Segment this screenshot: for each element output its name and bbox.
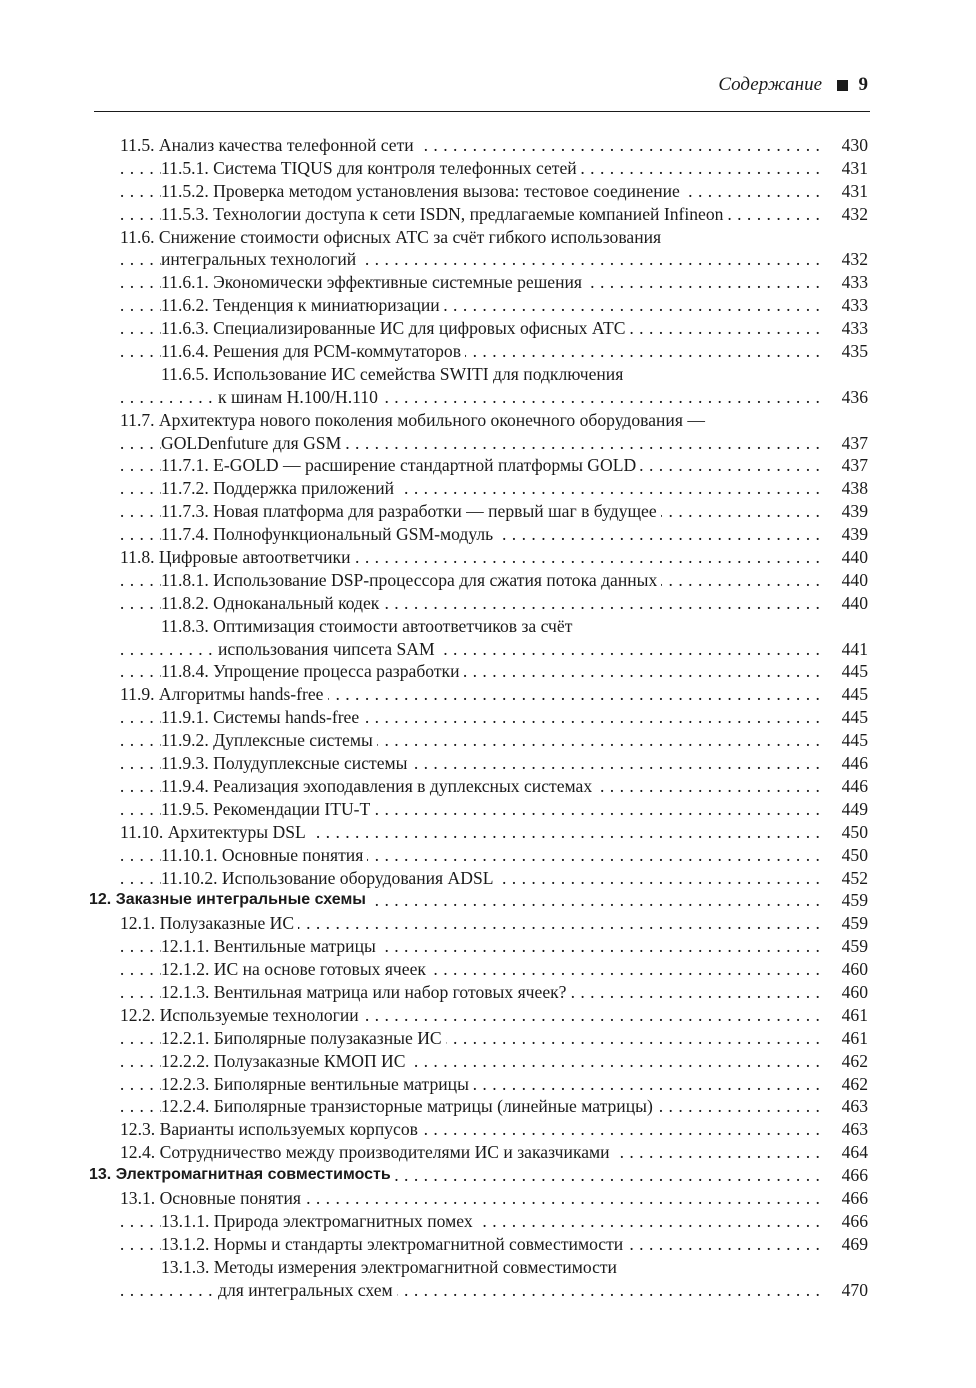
- toc-entry-page: 431: [826, 180, 868, 203]
- toc-entry-continuation[interactable]: [0, 386, 976, 409]
- toc-entry-page: 437: [826, 454, 868, 477]
- toc-entry-page: 463: [826, 1095, 868, 1118]
- toc-entry-page: 452: [826, 867, 868, 890]
- toc-entry[interactable]: [0, 660, 976, 683]
- toc-entry-page: 433: [826, 271, 868, 294]
- toc-entry-title: . . . 12.1.1. Вентильные матрицы: [161, 935, 380, 958]
- toc-entry-title: . . . 11.5.1. Система TIQUS для контроля телефонных сетей: [161, 157, 581, 180]
- toc-entry-title: . . . 12.4. Сотрудничество между производителями ИС и заказчиками: [120, 1141, 614, 1164]
- toc-entry-title: . . . 11.9.4. Реализация эхоподавления в дуплексных системах: [161, 775, 596, 798]
- toc-entry[interactable]: [0, 821, 976, 844]
- toc-entry-page: 459: [826, 935, 868, 958]
- toc-entry[interactable]: [0, 1187, 976, 1210]
- toc-entry[interactable]: [0, 1233, 976, 1256]
- toc-entry[interactable]: [0, 409, 976, 432]
- toc-entry-page: 437: [826, 432, 868, 455]
- toc-entry-title: . . . 11.6.4. Решения для PCM-коммутаторов: [161, 340, 465, 363]
- toc-entry[interactable]: [0, 363, 976, 386]
- toc-chapter[interactable]: [0, 889, 976, 912]
- header-rule: [94, 111, 870, 112]
- toc-entry-continuation[interactable]: [0, 638, 976, 661]
- toc-entry-title: . . . 12.3. Варианты используемых корпусов: [120, 1118, 422, 1141]
- toc-entry[interactable]: [0, 867, 976, 890]
- toc-entry-page: 432: [826, 248, 868, 271]
- toc-entry-page: 439: [826, 500, 868, 523]
- toc-entry-page: 459: [826, 912, 868, 935]
- page-number: 9: [858, 74, 868, 95]
- toc-entry-page: 462: [826, 1073, 868, 1096]
- toc-entry-page: 469: [826, 1233, 868, 1256]
- toc-entry-title: 13.1.3. Методы измерения электромагнитной совместимости: [161, 1256, 621, 1279]
- toc-entry-title: . . . 11.8.2. Одноканальный кодек: [161, 592, 383, 615]
- toc-entry-title: . . . 11.7.4. Полнофункциональный GSM-модуль: [161, 523, 497, 546]
- toc-entry-page: 445: [826, 660, 868, 683]
- toc-entry-continuation[interactable]: [0, 1279, 976, 1302]
- toc-entry[interactable]: [0, 1027, 976, 1050]
- toc-entry-page: 463: [826, 1118, 868, 1141]
- toc-entry[interactable]: [0, 935, 976, 958]
- toc-entry-title: . . . 11.10. Архитектуры DSL: [120, 821, 310, 844]
- toc-entry-page: 445: [826, 729, 868, 752]
- toc-entry-title: . . . 13.1.1. Природа электромагнитных помех: [161, 1210, 477, 1233]
- toc-entry-page: 432: [826, 203, 868, 226]
- toc-entry[interactable]: [0, 203, 976, 226]
- toc-entry[interactable]: [0, 729, 976, 752]
- toc-entry-page: 436: [826, 386, 868, 409]
- toc-entry-title: . . . для интегральных схем: [218, 1279, 397, 1302]
- toc-entry-page: 435: [826, 340, 868, 363]
- toc-entry[interactable]: [0, 180, 976, 203]
- toc-entry[interactable]: [0, 615, 976, 638]
- toc-entry[interactable]: [0, 1004, 976, 1027]
- toc-entry-title: . . . 12.2. Используемые технологии: [120, 1004, 363, 1027]
- toc-entry-page: 440: [826, 569, 868, 592]
- toc-entry-title: . . . 11.5.2. Проверка методом установления вызова: тестовое соединение: [161, 180, 684, 203]
- toc-entry-title: . . . 11.8.1. Использование DSP-процессора для сжатия потока данных: [161, 569, 661, 592]
- toc-entry-page: 449: [826, 798, 868, 821]
- toc-entry-page: 466: [826, 1210, 868, 1233]
- toc-entry-page: 445: [826, 706, 868, 729]
- toc-entry[interactable]: [0, 844, 976, 867]
- toc-entry-page: 460: [826, 958, 868, 981]
- toc-chapter-title: . . . 13. Электромагнитная совместимость: [89, 1164, 395, 1187]
- toc-entry-title: . . . 11.6.3. Специализированные ИС для цифровых офисных АТС: [161, 317, 629, 340]
- toc-entry-title: . . . 11.7.1. E-GOLD — расширение стандартной платформы GOLD: [161, 454, 640, 477]
- toc-entry[interactable]: [0, 477, 976, 500]
- toc-entry-title: . . . 11.6.2. Тенденция к миниатюризации: [161, 294, 444, 317]
- toc-entry[interactable]: [0, 1073, 976, 1096]
- toc-entry[interactable]: [0, 775, 976, 798]
- toc-entry[interactable]: [0, 134, 976, 157]
- toc-entry-title: . . . 11.9.5. Рекомендации ITU-T: [161, 798, 374, 821]
- toc-entry-title: . . . 12.2.1. Биполярные полузаказные ИС: [161, 1027, 446, 1050]
- toc-entry[interactable]: [0, 500, 976, 523]
- toc-entry-title: . . . 11.9.2. Дуплексные системы: [161, 729, 377, 752]
- toc-entry[interactable]: [0, 798, 976, 821]
- toc-entry[interactable]: [0, 592, 976, 615]
- toc-entry-title: . . . интегральных технологий: [161, 248, 360, 271]
- toc-entry-title: . . . 12.2.3. Биполярные вентильные матрицы: [161, 1073, 473, 1096]
- toc-entry-title: . . . 11.5.3. Технологии доступа к сети ISDN, предлагаемые компанией Infineon: [161, 203, 727, 226]
- toc-entry-title: . . . использования чипсета SAM: [218, 638, 439, 661]
- toc-entry-title: . . . 11.9.3. Полудуплексные системы: [161, 752, 411, 775]
- toc-entry[interactable]: [0, 1210, 976, 1233]
- toc-entry-page: 440: [826, 592, 868, 615]
- toc-entry-title: . . . 11.8. Цифровые автоответчики: [120, 546, 355, 569]
- toc-entry[interactable]: [0, 958, 976, 981]
- toc-entry-page: 438: [826, 477, 868, 500]
- toc-entry-title: . . . 13.1. Основные понятия: [120, 1187, 305, 1210]
- toc-entry-title: . . . 11.7.2. Поддержка приложений: [161, 477, 398, 500]
- toc-entry-title: . . . 12.1.3. Вентильная матрица или набор готовых ячеек?: [161, 981, 570, 1004]
- toc-entry-title: . . . GOLDenfuture для GSM: [161, 432, 345, 455]
- toc-entry-title: 11.8.3. Оптимизация стоимости автоответчиков за счёт: [161, 615, 576, 638]
- toc-entry-title: . . . к шинам H.100/H.110: [218, 386, 382, 409]
- toc-entry[interactable]: [0, 340, 976, 363]
- toc-entry-title: . . . 11.9. Алгоритмы hands-free: [120, 683, 328, 706]
- toc-entry-continuation[interactable]: [0, 432, 976, 455]
- toc-entry[interactable]: [0, 706, 976, 729]
- toc-entry-title: . . . 11.10.1. Основные понятия: [161, 844, 367, 867]
- toc-entry[interactable]: [0, 912, 976, 935]
- toc-entry[interactable]: [0, 1118, 976, 1141]
- toc-entry[interactable]: [0, 683, 976, 706]
- toc-entry[interactable]: [0, 1141, 976, 1164]
- toc-entry[interactable]: [0, 294, 976, 317]
- toc-entry[interactable]: [0, 157, 976, 180]
- toc-entry-page: 439: [826, 523, 868, 546]
- square-bullet-icon: [837, 80, 848, 91]
- toc-entry-title: . . . 12.2.2. Полузаказные КМОП ИС: [161, 1050, 410, 1073]
- running-header: [94, 74, 870, 102]
- toc-entry-page: 462: [826, 1050, 868, 1073]
- toc-entry-page: 461: [826, 1027, 868, 1050]
- toc-entry-page: 470: [826, 1279, 868, 1302]
- toc-entry-page: 450: [826, 844, 868, 867]
- toc-entry-page: 466: [826, 1164, 868, 1187]
- toc-entry[interactable]: [0, 1050, 976, 1073]
- toc-entry[interactable]: [0, 523, 976, 546]
- toc-entry-title: 11.6.5. Использование ИС семейства SWITI для подключения: [161, 363, 627, 386]
- toc-entry-continuation[interactable]: [0, 248, 976, 271]
- toc-entry-page: 433: [826, 317, 868, 340]
- toc-entry-title: . . . 11.9.1. Системы hands-free: [161, 706, 363, 729]
- toc-entry-title: . . . 12.1.2. ИС на основе готовых ячеек: [161, 958, 430, 981]
- toc-entry-page: 446: [826, 775, 868, 798]
- toc-entry[interactable]: [0, 546, 976, 569]
- toc-entry-title: . . . 12.1. Полузаказные ИС: [120, 912, 298, 935]
- toc-entry-page: 430: [826, 134, 868, 157]
- toc-entry-title: . . . 11.10.2. Использование оборудования ADSL: [161, 867, 498, 890]
- toc-entry-page: 431: [826, 157, 868, 180]
- toc-entry[interactable]: [0, 226, 976, 249]
- toc-entry-title: . . . 11.5. Анализ качества телефонной сети: [120, 134, 418, 157]
- toc-chapter-title: . . . 12. Заказные интегральные схемы: [89, 889, 370, 912]
- toc-entry-page: 461: [826, 1004, 868, 1027]
- toc-entry-page: 440: [826, 546, 868, 569]
- toc-entry-title: . . . 13.1.2. Нормы и стандарты электромагнитной совместимости: [161, 1233, 627, 1256]
- toc-entry-page: 450: [826, 821, 868, 844]
- toc-entry-page: 464: [826, 1141, 868, 1164]
- toc-entry-page: 441: [826, 638, 868, 661]
- header-title: Содержание: [718, 74, 822, 95]
- toc-entry[interactable]: [0, 569, 976, 592]
- toc-entry[interactable]: [0, 1256, 976, 1279]
- toc-entry-page: 445: [826, 683, 868, 706]
- toc-entry[interactable]: [0, 271, 976, 294]
- toc-entry[interactable]: [0, 317, 976, 340]
- toc-entry-title: . . . 11.7.3. Новая платформа для разработки — первый шаг в будущее: [161, 500, 661, 523]
- toc-entry-title: . . . 11.8.4. Упрощение процесса разработки: [161, 660, 463, 683]
- toc-entry-page: 433: [826, 294, 868, 317]
- toc-entry-title: . . . 12.2.4. Биполярные транзисторные матрицы (линейные матрицы): [161, 1095, 657, 1118]
- toc-entry[interactable]: [0, 1095, 976, 1118]
- toc-chapter[interactable]: [0, 1164, 976, 1187]
- toc-entry[interactable]: [0, 981, 976, 1004]
- toc-entry-title: 11.7. Архитектура нового поколения мобильного оконечного оборудования —: [120, 409, 709, 432]
- toc-entry-page: 466: [826, 1187, 868, 1210]
- toc-entry-title: . . . 11.6.1. Экономически эффективные системные решения: [161, 271, 586, 294]
- toc-entry-page: 459: [826, 889, 868, 912]
- toc-entry-page: 460: [826, 981, 868, 1004]
- toc-entry[interactable]: [0, 454, 976, 477]
- table-of-contents: [0, 134, 976, 1301]
- toc-entry-page: 446: [826, 752, 868, 775]
- toc-entry[interactable]: [0, 752, 976, 775]
- toc-entry-title: 11.6. Снижение стоимости офисных АТС за счёт гибкого использования: [120, 226, 665, 249]
